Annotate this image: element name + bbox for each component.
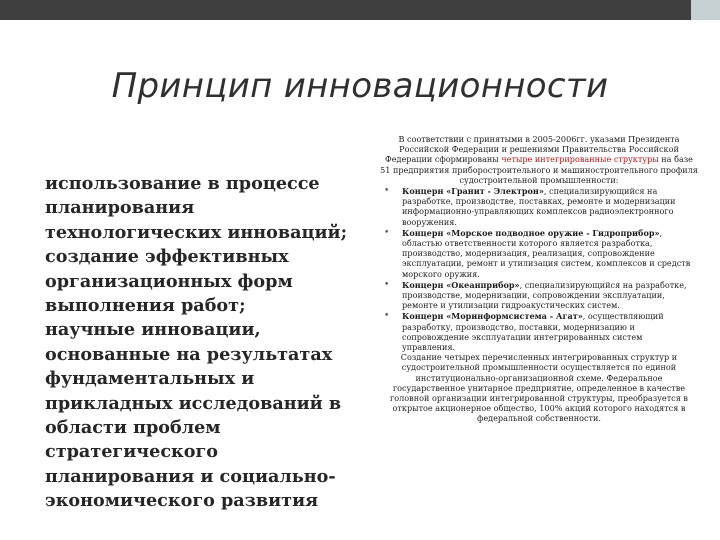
- concern-item: [380, 186, 698, 227]
- slide-top-bar-accent: [691, 0, 720, 20]
- concern-item: [380, 280, 698, 311]
- concern-name: Концерн «Океанприбор»: [402, 279, 520, 290]
- concern-text: , областью ответственности которого является разработка, производство, модернизация, реализация, сопровождение эксплуатации, ремонт и утилизация систем, комплексов и средств морского оружия.: [402, 227, 691, 279]
- concern-item: [380, 228, 698, 279]
- concern-list: [380, 186, 698, 352]
- bullet-icon: •: [384, 186, 390, 197]
- slide-top-bar-dark: [0, 0, 691, 20]
- intro-highlight: четыре интегрированные структуры: [501, 154, 659, 165]
- bullet-icon: •: [384, 227, 390, 238]
- left-paragraph-2: научные инновации, основанные на результатах фундаментальных и прикладных исследований в области проблем стратегического планирования и социально-экономического развития: [45, 319, 342, 512]
- closing-paragraph: Создание четырех перечисленных интегрированных структур и судостроительной промышленности осуществляется по единой институционально-организационной схеме. Федеральное государственное унитарное предприятие, определенное в качестве головной организации интегрированной структуры, преобразуется в открытое акционерное общество, 100% акций которого находятся в федеральной собственности.: [390, 352, 688, 424]
- concern-item: [380, 311, 698, 352]
- left-text-block: [45, 172, 370, 514]
- slide-top-bar: [0, 0, 720, 20]
- intro-after: на базе 51 предприятия приборостроительного и машиностроительного профиля судостроительной промышленности:: [380, 154, 698, 185]
- concern-name: Концерн «Гранит - Электрон»: [402, 186, 544, 197]
- bullet-icon: •: [384, 311, 390, 322]
- concern-text: , специализирующийся на разработке, производстве, модернизации, сопровождении эксплуатации, ремонте и утилизации гидроакустических систем.: [402, 279, 687, 311]
- concern-text: , специализирующийся на разработке, производстве, поставках, ремонте и модернизации информационно-управляющих комплексов радиоэлектронного вооружения.: [402, 186, 676, 227]
- concern-name: Концерн «Моринформсистема - Агат»: [402, 311, 583, 322]
- intro-before: В соответствии с принятыми в 2005-2006гг. указами Президента Российской Федерации и решениями Правительства Российской Федерации сформированы: [385, 134, 680, 165]
- left-paragraph-1: использование в процессе планирования технологических инноваций; создание эффективных организационных форм выполнения работ;: [45, 173, 348, 317]
- slide-title: Принцип инновационности: [111, 66, 609, 106]
- concern-name: Концерн «Морское подводное оружие - Гидроприбор»: [402, 227, 660, 238]
- intro-paragraph: [380, 134, 698, 185]
- bullet-icon: •: [384, 279, 390, 290]
- right-text-block: [380, 134, 698, 424]
- concern-text: , осуществляющий разработку, производство, поставки, модернизацию и сопровождение эксплуатации интегрированных систем управления.: [402, 311, 664, 353]
